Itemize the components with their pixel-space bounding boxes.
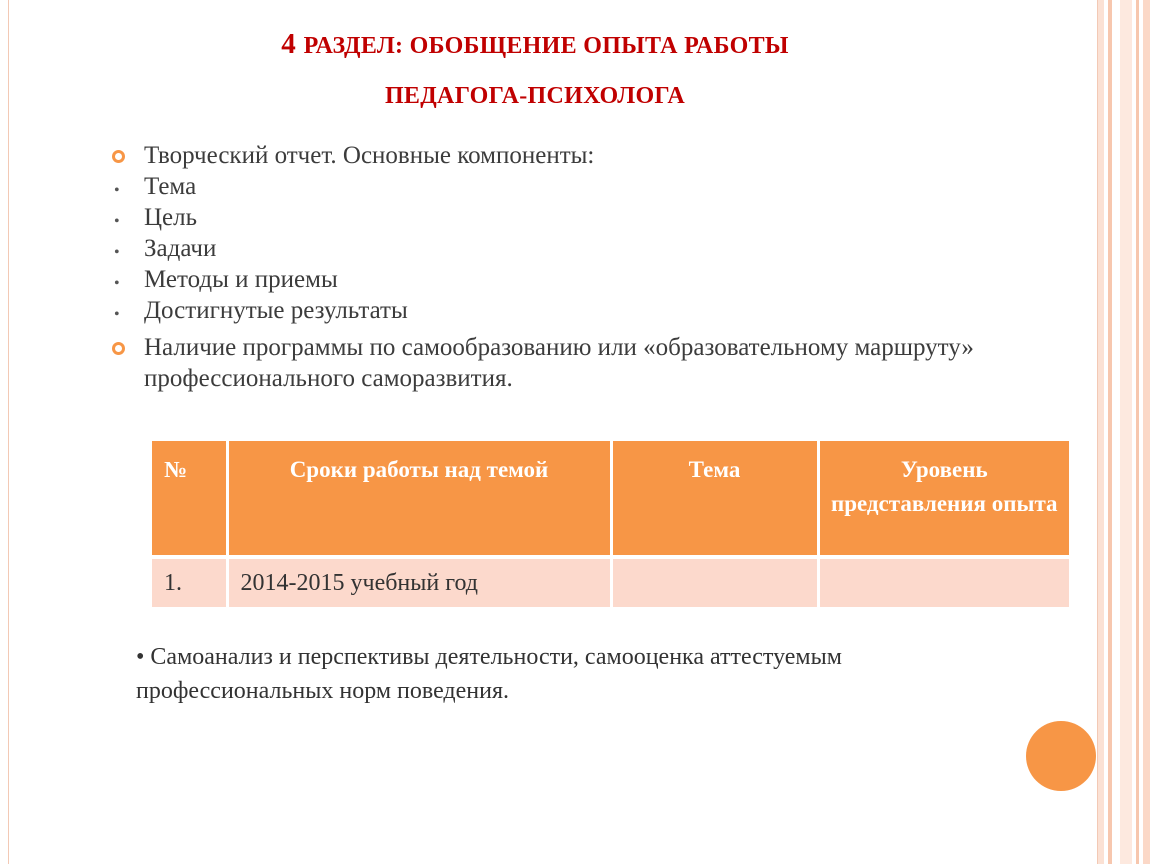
sub-list-item	[108, 264, 1028, 295]
slide-title-line1	[0, 28, 1070, 61]
decorative-stripe	[1120, 0, 1132, 864]
header-cell-number: №	[152, 441, 227, 557]
sub-list-item	[108, 233, 1028, 264]
decorative-stripe	[1136, 0, 1139, 864]
header-cell-topic: Тема	[611, 441, 818, 557]
ring-bullet-icon	[112, 150, 125, 163]
sub-item-text: Методы и приемы	[144, 266, 338, 293]
title-text: РАЗДЕЛ: ОБОБЩЕНИЕ ОПЫТА РАБОТЫ	[303, 33, 789, 59]
slide-frame	[8, 0, 1098, 864]
list-item-text: Наличие программы по самообразованию или «образовательному маршруту» профессионального саморазвития.	[144, 334, 974, 392]
slide-title-line2	[0, 78, 1070, 111]
decorative-circle	[1026, 721, 1096, 791]
decorative-stripe	[1143, 0, 1150, 864]
header-cell-level: Уровень представления опыта	[818, 441, 1069, 557]
experience-table	[152, 441, 1069, 607]
footer-note	[136, 640, 896, 708]
dot-bullet-icon: •	[114, 213, 120, 230]
table-cell: 1.	[152, 557, 227, 607]
table-header-row	[152, 441, 1069, 557]
table-row	[152, 557, 1069, 607]
table-cell: 2014-2015 учебный год	[227, 557, 611, 607]
dot-bullet-icon: •	[114, 182, 120, 199]
footer-text: Самоанализ и перспективы деятельности, самооценка аттестуемым профессиональных норм поведения.	[136, 644, 842, 704]
sub-list-item	[108, 202, 1028, 233]
footer-bullet: •	[136, 644, 145, 670]
table-cell	[818, 557, 1069, 607]
title-text-line2: ПЕДАГОГА-ПСИХОЛОГА	[384, 83, 686, 109]
list-item-text: Творческий отчет. Основные компоненты:	[144, 142, 595, 169]
sub-item-text: Достигнутые результаты	[144, 297, 408, 324]
dot-bullet-icon: •	[114, 244, 120, 261]
list-item	[108, 140, 1028, 171]
ring-bullet-icon	[112, 342, 125, 355]
sub-list-item	[108, 171, 1028, 202]
list-item	[108, 332, 1028, 394]
decorative-stripe	[1108, 0, 1112, 864]
sub-list-item	[108, 295, 1028, 326]
title-prefix: 4	[281, 28, 304, 60]
sub-item-text: Тема	[144, 173, 197, 200]
decorative-stripe	[1098, 0, 1104, 864]
dot-bullet-icon: •	[114, 275, 120, 292]
header-cell-period: Сроки работы над темой	[227, 441, 611, 557]
table-cell	[611, 557, 818, 607]
sub-item-text: Цель	[144, 204, 198, 231]
dot-bullet-icon: •	[114, 306, 120, 323]
sub-item-text: Задачи	[144, 235, 217, 262]
bullet-list	[108, 140, 1028, 394]
